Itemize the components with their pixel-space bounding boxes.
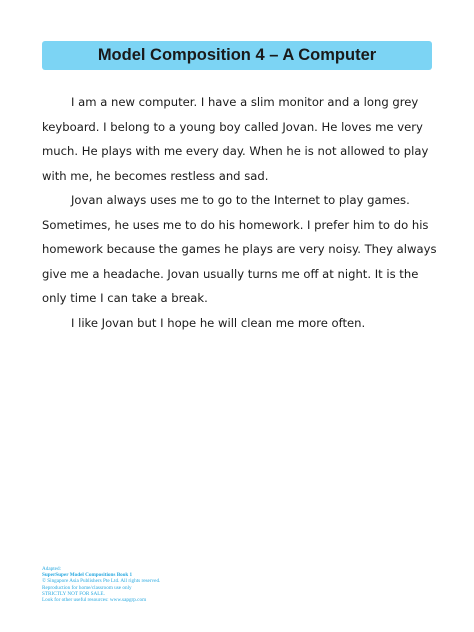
page-title: Model Composition 4 – A Computer [97, 46, 377, 64]
paragraph-1: I am a new computer. I have a slim monitor and a long grey keyboard. I belong to a young boy called Jovan. He loves me very much. He plays with me every day. When he is not allowed to play with me, he becomes restless and sad. [42, 95, 429, 183]
footer-not-for-sale: STRICTLY NOT FOR SALE. [42, 590, 105, 597]
footer-book-title: SuperSuper Model Compositions Book 1 [42, 572, 133, 579]
footer-adapted: Adapted: [42, 566, 62, 572]
footer-credits [42, 566, 160, 603]
paragraph-2: Jovan always uses me to go to the Internet to play games. Sometimes, he uses me to do his homework. I prefer him to do his homework because the games he plays are very noisy. They always give me a headache. Jovan usually turns me off at night. It is the only time I can take a break. [42, 193, 437, 305]
composition-body [42, 90, 437, 335]
footer-resources-link: Look for other useful resources: www.sapgrp.com [42, 597, 147, 604]
title-banner [42, 41, 432, 70]
paragraph-3: I like Jovan but I hope he will clean me more often. [71, 315, 366, 330]
footer-copyright: © Singapore Asia Publishers Pte Ltd. All rights reserved. [42, 578, 161, 585]
footer-usage-note: Reproduction for home/classroom use only [42, 584, 132, 591]
